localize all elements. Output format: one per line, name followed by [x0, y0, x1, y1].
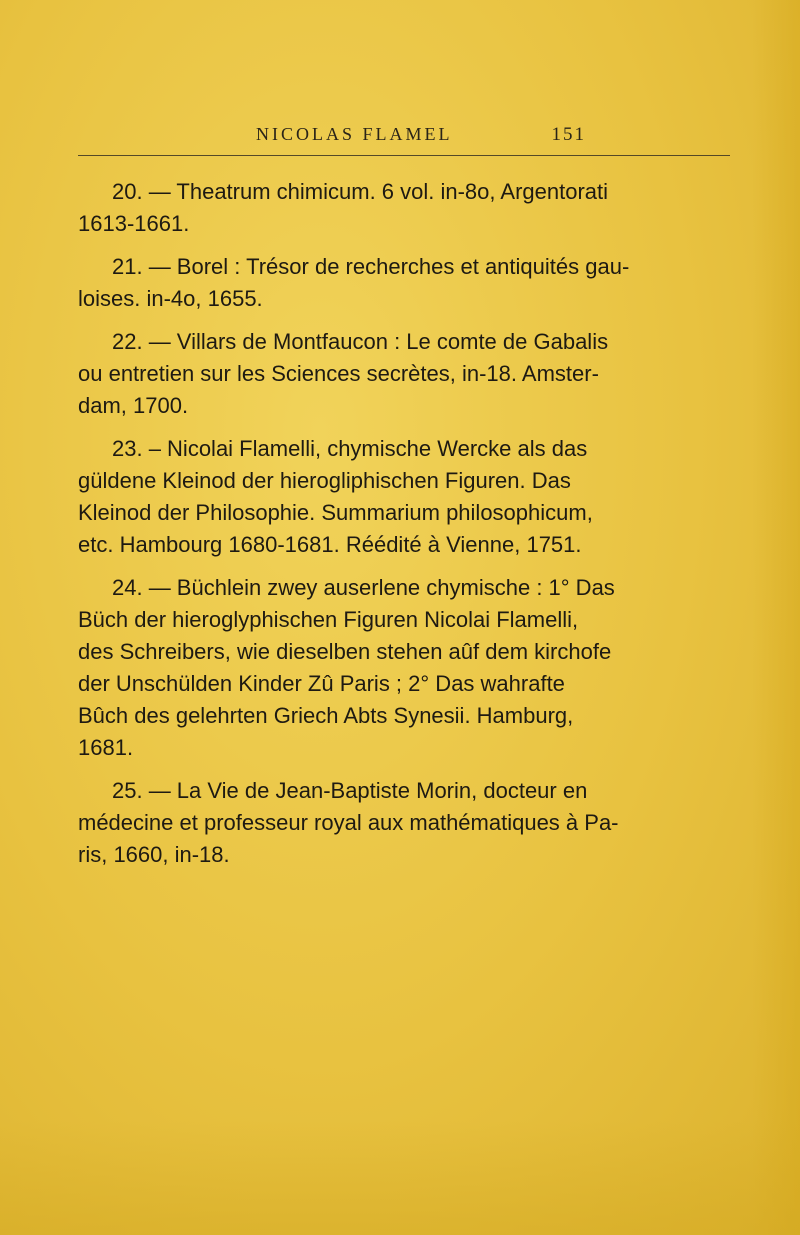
bibliography-list — [78, 176, 738, 882]
page-number: 151 — [551, 124, 586, 145]
entry-line: 25. — La Vie de Jean-Baptiste Morin, docteur en — [112, 778, 588, 803]
entry-line: 24. — Büchlein zwey auserlene chymische : 1° Das — [112, 575, 615, 600]
entry-line: loises. in-4o, 1655. — [78, 286, 263, 311]
bibliography-entry-21 — [78, 251, 738, 315]
entry-line: 20. — Theatrum chimicum. 6 vol. in-8o, Argentorati — [112, 179, 609, 204]
entry-line: Bûch des gelehrten Griech Abts Synesii. Hamburg, — [78, 703, 574, 728]
bibliography-entry-22 — [78, 326, 738, 422]
running-head — [256, 124, 586, 148]
entry-line: 22. — Villars de Montfaucon : Le comte de Gabalis — [112, 329, 609, 354]
bibliography-entry-20 — [78, 176, 738, 240]
entry-line: 1613-1661. — [78, 211, 190, 236]
entry-line: ris, 1660, in-18. — [78, 842, 230, 867]
bibliography-entry-25 — [78, 775, 738, 871]
entry-line: ou entretien sur les Sciences secrètes, in-18. Amster- — [78, 361, 599, 386]
entry-line: güldene Kleinod der hierogliphischen Figuren. Das — [78, 468, 571, 493]
bibliography-entry-24 — [78, 572, 738, 764]
entry-line: 21. — Borel : Trésor de recherches et antiquités gau- — [112, 254, 630, 279]
entry-line: médecine et professeur royal aux mathématiques à Pa- — [78, 810, 619, 835]
entry-line: Büch der hieroglyphischen Figuren Nicolai Flamelli, — [78, 607, 579, 632]
entry-line: des Schreibers, wie dieselben stehen aûf dem kirchofe — [78, 639, 612, 664]
header-rule — [78, 155, 730, 156]
page-edge-shading — [752, 0, 800, 1235]
bibliography-entry-23 — [78, 433, 738, 561]
entry-line: 23. – Nicolai Flamelli, chymische Wercke als das — [112, 436, 588, 461]
entry-line: Kleinod der Philosophie. Summarium philosophicum, — [78, 500, 593, 525]
running-title: NICOLAS FLAMEL — [256, 124, 453, 144]
entry-line: dam, 1700. — [78, 393, 189, 418]
entry-line: etc. Hambourg 1680-1681. Réédité à Vienne, 1751. — [78, 532, 582, 557]
entry-line: 1681. — [78, 735, 134, 760]
page-bottom-shading — [0, 1120, 800, 1235]
entry-line: der Unschülden Kinder Zû Paris ; 2° Das wahrafte — [78, 671, 565, 696]
